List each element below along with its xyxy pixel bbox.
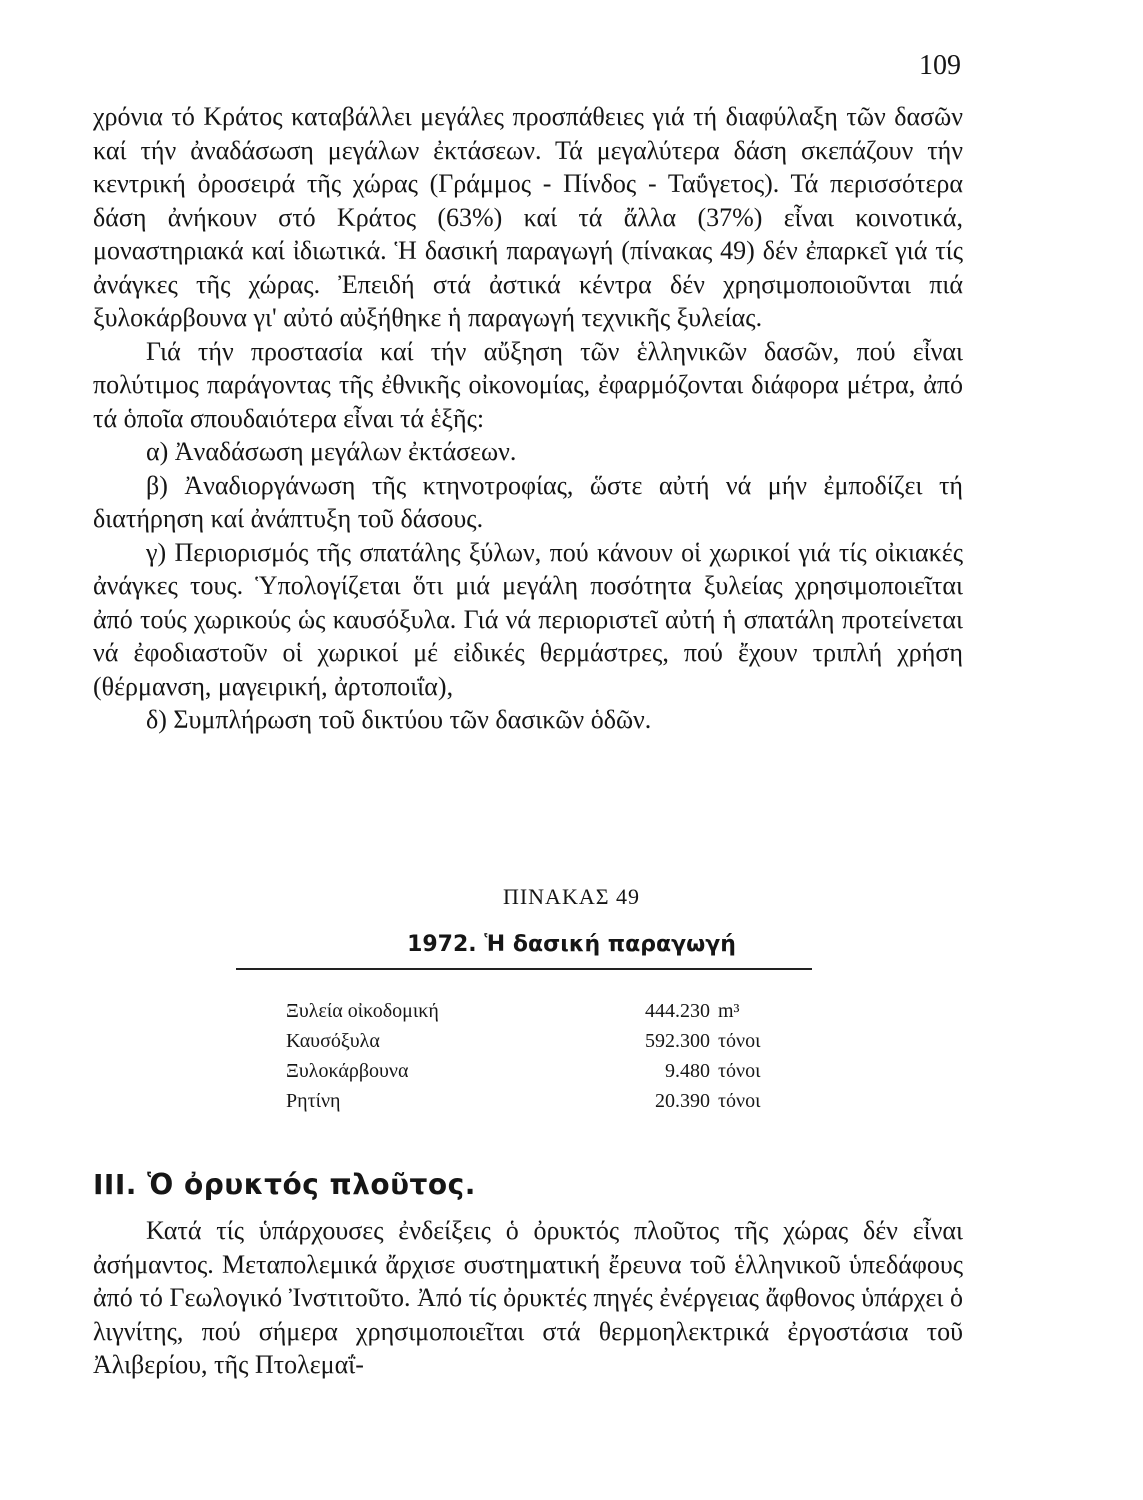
table-cell-unit: τόνοι <box>718 1059 761 1082</box>
table-row <box>286 1086 798 1116</box>
table-cell-name: Ρητίνη <box>286 1089 341 1112</box>
table-cell-unit: τόνοι <box>718 1089 761 1112</box>
section-heading: III. Ὁ ὀρυκτός πλοῦτος. <box>93 1168 476 1201</box>
paragraph-forests-state: χρόνια τό Κράτος καταβάλλει μεγάλες προσπάθειες γιά τή διαφύλαξη τῶν δασῶν καί τήν ἀναδάσωση μεγάλων ἐκτάσεων. Τά μεγαλύτερα δάση σκεπάζουν τήν κεντρική ὀροσειρά τῆς χώρας (Γράμμος - Πίνδος - Ταΰγετος). Τά περισσότερα δάση ἀνήκουν στό Κράτος (63%) καί τά ἄλλα (37%) εἶναι κοινοτικά, μοναστηριακά καί ἰδιωτικά. Ἡ δασική παραγωγή (πίνακας 49) δέν ἐπαρκεῖ γιά τίς ἀνάγκες τῆς χώρας. Ἐπειδή στά ἀστικά κέντρα δέν χρησιμοποιοῦνται πιά ξυλοκάρβουνα γι' αὐτό αὐξήθηκε ἡ παραγωγή τεχνικῆς ξυλείας. <box>93 102 963 332</box>
table-cell-unit: τόνοι <box>718 1029 761 1052</box>
table-cell-name: Ξυλοκάρβουνα <box>286 1059 409 1082</box>
table-cell-value: 9.480 <box>665 1059 710 1082</box>
measure-d: δ) Συμπλήρωση τοῦ δικτύου τῶν δασικῶν ὁδῶν. <box>146 705 652 734</box>
table-cell-name: Ξυλεία οἰκοδομική <box>286 999 439 1022</box>
table-row <box>286 1026 798 1056</box>
table-title: ΠΙΝΑΚΑΣ 49 <box>502 884 641 909</box>
page-number: 109 <box>919 50 961 81</box>
table-cell-name: Καυσόξυλα <box>286 1029 380 1052</box>
measure-c: γ) Περιορισμός τῆς σπατάλης ξύλων, πού κάνουν οἱ χωρικοί γιά τίς οἰκιακές ἀνάγκες τους. Ὑπολογίζεται ὅτι μιά μεγάλη ποσότητα ξυλείας χρησιμοποιεῖται ἀπό τούς χωρικούς ὡς καυσόξυλα. Γιά νά περιοριστεῖ αὐτή ἡ σπατάλη προτείνεται νά ἐφοδιαστοῦν οἱ χωρικοί μέ εἰδικές θερμάστρες, πού ἔχουν τριπλή χρήση (θέρμανση, μαγειρική, ἀρτοποιΐα), <box>93 537 963 701</box>
paragraph-mineral-wealth: Κατά τίς ὑπάρχουσες ἐνδείξεις ὁ ὀρυκτός πλοῦτος τῆς χώρας δέν εἶναι ἀσήμαντος. Μεταπολεμικά ἄρχισε συστηματική ἔρευνα τοῦ ἑλληνικοῦ ὑπεδάφους ἀπό τό Γεωλογικό Ἰνστιτοῦτο. Ἀπό τίς ὀρυκτές πηγές ἐνέργειας ἄφθονος ὑπάρχει ὁ λιγνίτης, πού σήμερα χρησιμοποιεῖται στά θερμοηλεκτρικά ἐργοστάσια τοῦ Ἀλιβερίου, τῆς Πτολεμαΐ- <box>93 1216 963 1379</box>
table-rule <box>236 968 812 970</box>
body-text <box>93 100 963 737</box>
measure-a: α) Ἀναδάσωση μεγάλων ἐκτάσεων. <box>146 437 517 466</box>
table-subtitle: 1972. Ἡ δασική παραγωγή <box>407 932 736 957</box>
table-cell-value: 20.390 <box>655 1089 710 1112</box>
table-cell-value: 444.230 <box>645 999 710 1022</box>
measure-b: β) Ἀναδιοργάνωση τῆς κτηνοτροφίας, ὥστε αὐτή νά μήν ἐμποδίζει τή διατήρηση καί ἀνάπτυξη τοῦ δάσους. <box>93 470 963 533</box>
table-row <box>286 1056 798 1086</box>
section-body-text <box>93 1214 963 1382</box>
table-cell-unit: m³ <box>718 999 740 1022</box>
forest-production-table <box>286 996 798 1116</box>
table-row <box>286 996 798 1026</box>
paragraph-protection-measures: Γιά τήν προστασία καί τήν αὔξηση τῶν ἑλληνικῶν δασῶν, πού εἶναι πολύτιμος παράγοντας τῆς ἐθνικῆς οἰκονομίας, ἐφαρμόζονται διάφορα μέτρα, ἀπό τά ὁποῖα σπουδαιότερα εἶναι τά ἑξῆς: <box>93 336 963 433</box>
table-cell-value: 592.300 <box>645 1029 710 1052</box>
